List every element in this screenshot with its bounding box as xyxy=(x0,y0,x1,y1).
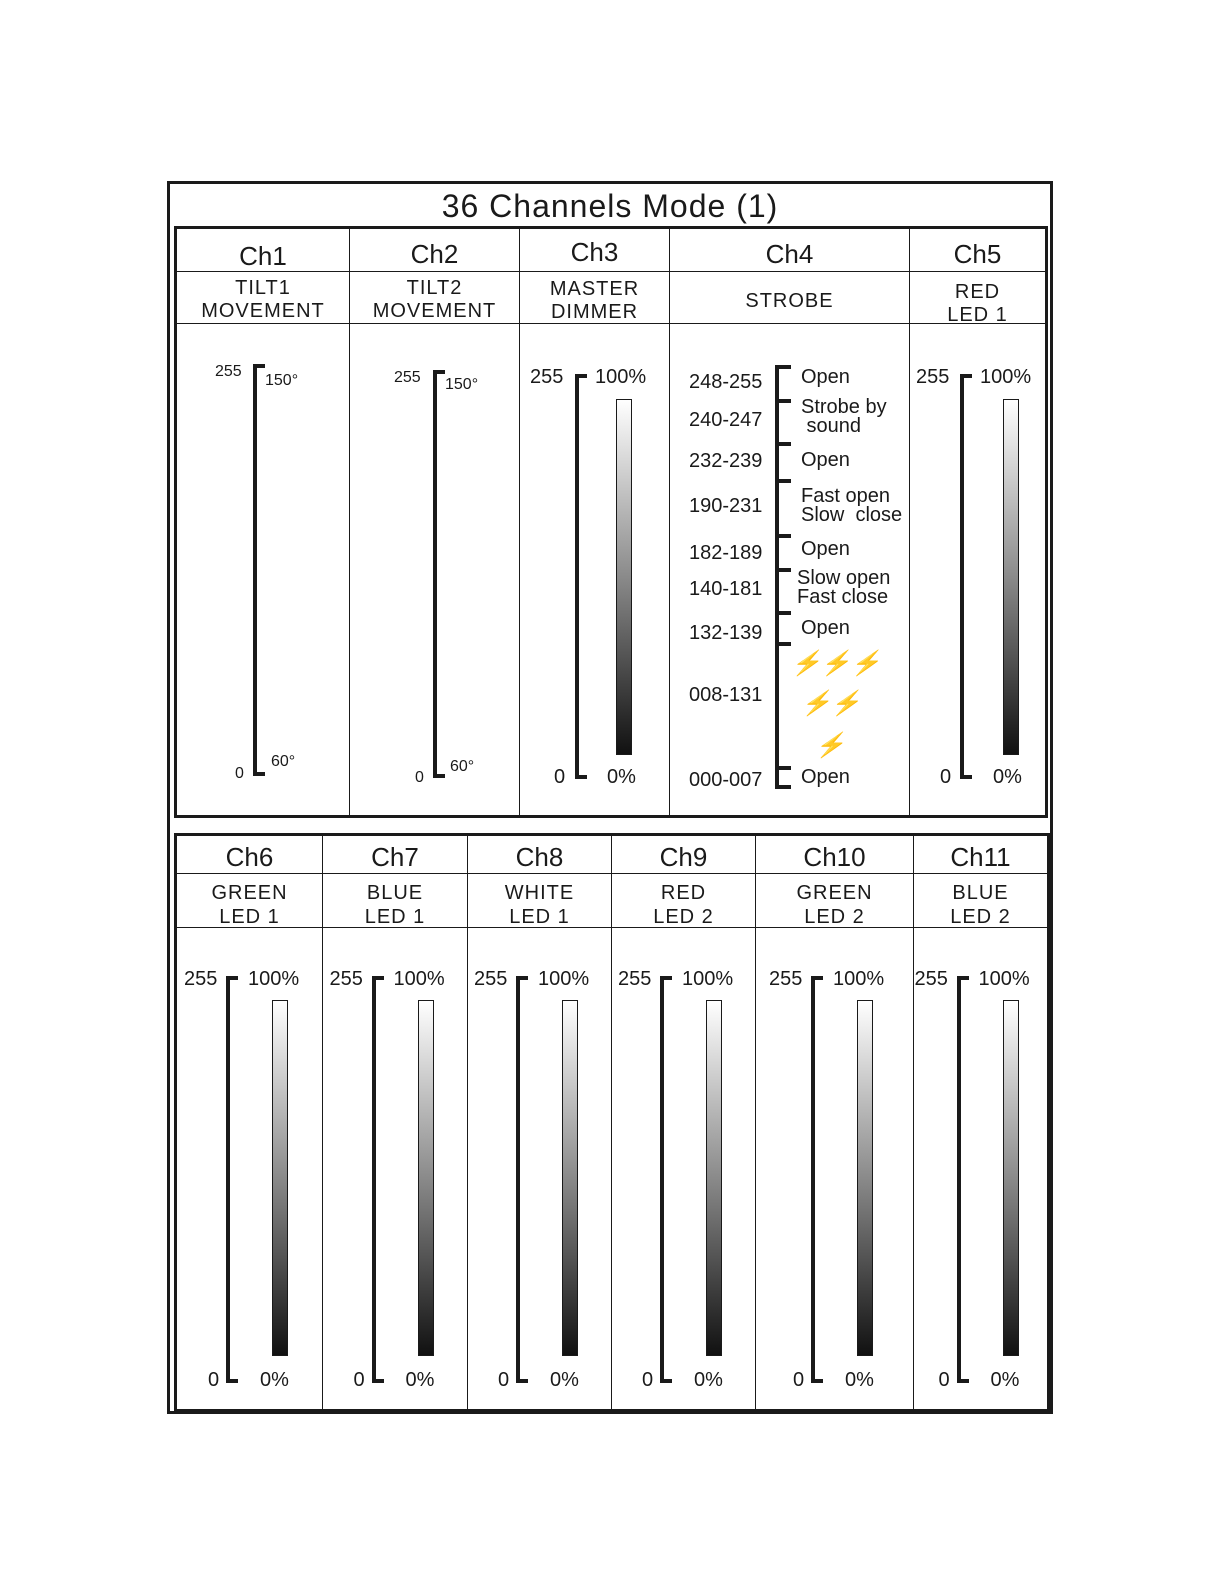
range-tick-top xyxy=(433,370,445,374)
channel-name: Ch7 xyxy=(371,842,419,872)
value-bottom: 0 xyxy=(940,766,952,788)
function-line-1: RED xyxy=(954,281,1001,303)
function-line-2: LED 1 xyxy=(509,906,570,928)
strobe-effect: Open xyxy=(801,617,850,639)
lightning-slow-icon: ⚡ xyxy=(815,732,845,759)
percent-top: 100% xyxy=(538,968,590,990)
percent-top: 100% xyxy=(682,968,734,990)
function-line-2: LED 1 xyxy=(364,906,426,928)
range-bar xyxy=(660,976,664,1383)
function-line-1: RED xyxy=(660,882,707,904)
channel-column-ch10 xyxy=(756,836,914,1409)
function-line-1: MASTER xyxy=(549,278,640,300)
intensity-gradient xyxy=(272,1000,288,1356)
strobe-range: 008-131 xyxy=(689,684,763,706)
range-tick-bottom xyxy=(433,774,445,778)
angle-top: 150° xyxy=(265,372,299,389)
angle-bottom: 60° xyxy=(450,758,475,775)
value-top: 255 xyxy=(618,968,652,990)
range-tick-top xyxy=(516,976,528,980)
value-bottom: 0 xyxy=(793,1369,805,1391)
range-bar xyxy=(226,976,230,1383)
range-bar xyxy=(960,374,964,779)
channel-name: Ch11 xyxy=(950,842,1011,872)
function-line-2: DIMMER xyxy=(550,301,639,323)
channel-column-ch4 xyxy=(670,229,910,815)
range-tick-top xyxy=(811,976,823,980)
lightning-fast-icon: ⚡⚡⚡ xyxy=(791,650,881,677)
channel-column-ch2 xyxy=(350,229,520,815)
function-line-2: LED 1 xyxy=(947,304,1008,326)
percent-bottom: 0% xyxy=(607,766,636,788)
channel-column-ch7 xyxy=(323,836,468,1409)
strobe-effect: Fast open xyxy=(801,485,890,507)
range-tick-top xyxy=(660,976,672,980)
percent-bottom: 0% xyxy=(845,1369,874,1391)
range-bar xyxy=(372,976,376,1383)
range-tick-top xyxy=(575,374,587,378)
percent-bottom: 0% xyxy=(405,1369,435,1391)
range-tick xyxy=(775,785,791,789)
value-top: 255 xyxy=(215,363,242,380)
chart-title: 36 Channels Mode (1) xyxy=(441,188,779,224)
channel-name: Ch8 xyxy=(515,842,564,872)
range-tick-bottom xyxy=(253,772,265,776)
function-line-1: GREEN xyxy=(796,882,873,904)
channel-column-ch11 xyxy=(914,836,1047,1409)
value-bottom: 0 xyxy=(938,1369,950,1391)
range-tick xyxy=(775,365,791,369)
range-tick-top xyxy=(253,364,265,368)
value-bottom: 0 xyxy=(554,766,566,788)
strobe-effect: Open xyxy=(801,449,850,471)
function-line-1: STROBE xyxy=(745,290,834,312)
range-tick xyxy=(775,611,791,615)
strobe-range: 132-139 xyxy=(689,622,763,644)
value-bottom: 0 xyxy=(642,1369,654,1391)
channel-column-ch9 xyxy=(612,836,756,1409)
channel-column-ch1 xyxy=(177,229,350,815)
range-tick-top xyxy=(372,976,384,980)
range-tick xyxy=(775,642,791,646)
percent-top: 100% xyxy=(248,968,300,990)
value-top: 255 xyxy=(474,968,508,990)
strobe-range: 190-231 xyxy=(689,495,763,517)
value-top: 255 xyxy=(916,366,950,388)
function-line-2: LED 2 xyxy=(653,906,714,928)
strobe-effect: Strobe by xyxy=(801,396,887,418)
percent-top: 100% xyxy=(978,968,1030,990)
channel-chart-frame xyxy=(167,181,1053,1414)
range-tick-bottom xyxy=(960,775,972,779)
angle-bottom: 60° xyxy=(271,753,296,770)
percent-bottom: 0% xyxy=(550,1369,579,1391)
strobe-effect: Slow close xyxy=(801,504,903,526)
value-top: 255 xyxy=(769,968,803,990)
intensity-gradient xyxy=(616,399,632,755)
function-line-2: MOVEMENT xyxy=(372,300,497,322)
range-bar xyxy=(957,976,961,1383)
function-line-2: LED 2 xyxy=(804,906,865,928)
range-tick xyxy=(775,766,791,770)
function-line-1: TILT2 xyxy=(406,277,463,299)
strobe-effect: Open xyxy=(801,366,850,388)
channel-column-ch8 xyxy=(468,836,612,1409)
strobe-range: 248-255 xyxy=(689,371,763,393)
function-line-2: MOVEMENT xyxy=(201,300,325,322)
strobe-effect: sound xyxy=(801,415,862,437)
range-tick-bottom xyxy=(575,775,587,779)
range-tick xyxy=(775,479,791,483)
percent-bottom: 0% xyxy=(990,1369,1020,1391)
intensity-gradient xyxy=(562,1000,578,1356)
value-bottom: 0 xyxy=(415,769,424,786)
value-top: 255 xyxy=(329,968,363,990)
strobe-range: 240-247 xyxy=(689,409,763,431)
range-tick-top xyxy=(226,976,238,980)
value-bottom: 0 xyxy=(235,765,244,782)
strobe-effect: Slow open xyxy=(797,567,891,589)
range-tick xyxy=(775,534,791,538)
channel-name: Ch5 xyxy=(953,239,1002,269)
top-channel-table xyxy=(174,226,1048,818)
strobe-effect: Open xyxy=(801,538,850,560)
percent-top: 100% xyxy=(393,968,445,990)
intensity-gradient xyxy=(418,1000,434,1356)
percent-top: 100% xyxy=(980,366,1032,388)
range-tick xyxy=(775,399,791,403)
function-line-1: GREEN xyxy=(211,882,288,904)
value-top: 255 xyxy=(394,369,421,386)
value-top: 255 xyxy=(914,968,948,990)
channel-name: Ch6 xyxy=(225,842,274,872)
range-tick xyxy=(775,568,791,572)
value-top: 255 xyxy=(530,366,564,388)
strobe-range: 182-189 xyxy=(689,542,763,564)
intensity-gradient xyxy=(857,1000,873,1356)
range-tick-top xyxy=(960,374,972,378)
function-line-2: LED 2 xyxy=(950,906,1011,928)
channel-column-ch3 xyxy=(520,229,670,815)
strobe-range: 232-239 xyxy=(689,450,763,472)
range-bar xyxy=(811,976,815,1383)
intensity-gradient xyxy=(1003,1000,1019,1356)
percent-bottom: 0% xyxy=(260,1369,289,1391)
percent-bottom: 0% xyxy=(694,1369,723,1391)
function-line-1: BLUE xyxy=(366,882,424,904)
range-tick-bottom xyxy=(372,1379,384,1383)
range-bar xyxy=(575,374,579,779)
strobe-effect: Open xyxy=(801,766,850,788)
range-tick-bottom xyxy=(516,1379,528,1383)
channel-column-ch5 xyxy=(910,229,1045,815)
strobe-effect: Fast close xyxy=(797,586,889,608)
percent-top: 100% xyxy=(595,366,647,388)
function-line-2: LED 1 xyxy=(219,906,280,928)
intensity-gradient xyxy=(1003,399,1019,755)
value-bottom: 0 xyxy=(498,1369,510,1391)
range-tick-bottom xyxy=(811,1379,823,1383)
range-tick-bottom xyxy=(957,1379,969,1383)
range-bar xyxy=(253,364,257,776)
channel-name: Ch1 xyxy=(239,241,287,271)
angle-top: 150° xyxy=(445,376,479,393)
channel-column-ch6 xyxy=(177,836,323,1409)
range-tick-top xyxy=(957,976,969,980)
intensity-gradient xyxy=(706,1000,722,1356)
channel-name: Ch9 xyxy=(659,842,708,872)
strobe-range: 000-007 xyxy=(689,769,763,791)
channel-name: Ch10 xyxy=(803,842,866,872)
percent-bottom: 0% xyxy=(993,766,1022,788)
channel-name: Ch4 xyxy=(765,239,814,269)
lightning-medium-icon: ⚡⚡ xyxy=(801,690,861,717)
range-tick-bottom xyxy=(660,1379,672,1383)
range-tick-bottom xyxy=(226,1379,238,1383)
value-bottom: 0 xyxy=(353,1369,365,1391)
function-line-1: WHITE xyxy=(504,882,575,904)
bottom-channel-table xyxy=(174,833,1050,1412)
percent-top: 100% xyxy=(833,968,885,990)
range-bar xyxy=(433,370,437,778)
channel-name: Ch3 xyxy=(570,237,619,267)
range-bar xyxy=(516,976,520,1383)
strobe-range: 140-181 xyxy=(689,578,763,600)
function-line-1: TILT1 xyxy=(235,277,291,299)
range-tick xyxy=(775,442,791,446)
function-line-1: BLUE xyxy=(952,882,1009,904)
value-bottom: 0 xyxy=(208,1369,220,1391)
strobe-range-bar xyxy=(775,365,779,789)
value-top: 255 xyxy=(184,968,218,990)
channel-name: Ch2 xyxy=(410,239,459,269)
